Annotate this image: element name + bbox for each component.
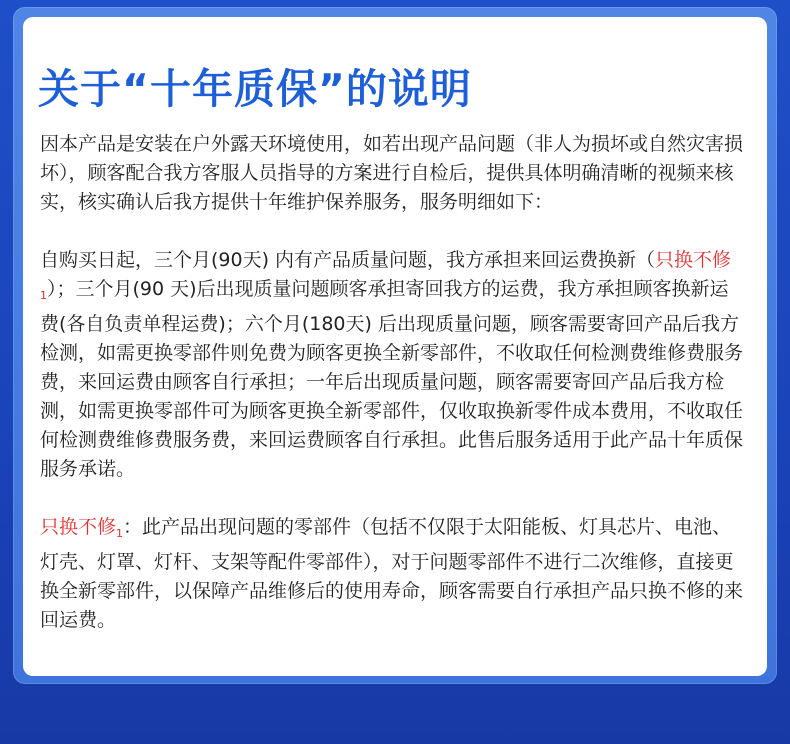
policy-term-highlight: 只换不修 [655,249,732,271]
note-text: ：此产品出现问题的零部件（包括不仅限于太阳能板、灯具芯片、电池、灯壳、灯罩、灯杆、支架等配件零部件），对于问题零部件不进行二次维修，直接更换全新零部件，以保障产品维修后的使用寿命，顾客需要自行承担产品只换不修的来回运费。 [40,516,744,631]
document-body [40,130,745,635]
policy-paragraph [40,246,745,484]
intro-paragraph: 因本产品是安装在户外露天环境使用，如若出现产品问题（非人为损坏或自然灾害损坏），顾客配合我方客服人员指导的方案进行自检后，提供具体明确清晰的视频来核实，核实确认后我方提供十年维护保养服务，服务明细如下： [40,133,744,213]
policy-text-part2: ）；三个月(90 天)后出现质量问题顾客承担寄回我方的运费，我方承担顾客换新运费(各自负责单程运费)；六个月(180天) 后出现质量问题，顾客需要寄回产品后我方检测，如需更换零部件则免费为顾客更换全新零部件，不收取任何检测费维修费服务费，来回运费由顾客自行承担；一年后出现质量问题，顾客需要寄回产品后我方检测，如需更换零部件可为顾客更换全新零部件，仅收取换新零件成本费用，不收取任何检测费维修费服务费，来回运费顾客自行承担。此售后服务适用于此产品十年质保服务承诺。 [40,278,744,480]
policy-text-part1: 自购买日起，三个月(90天) 内有产品质量问题，我方承担来回运费换新（ [40,249,656,271]
note-term-footnote: 1 [116,527,124,540]
page-title: 关于“十年质保”的说明 [38,65,472,113]
policy-term-footnote: 1 [40,289,47,302]
note-paragraph [40,513,745,635]
note-term-highlight: 只换不修 [40,516,117,538]
